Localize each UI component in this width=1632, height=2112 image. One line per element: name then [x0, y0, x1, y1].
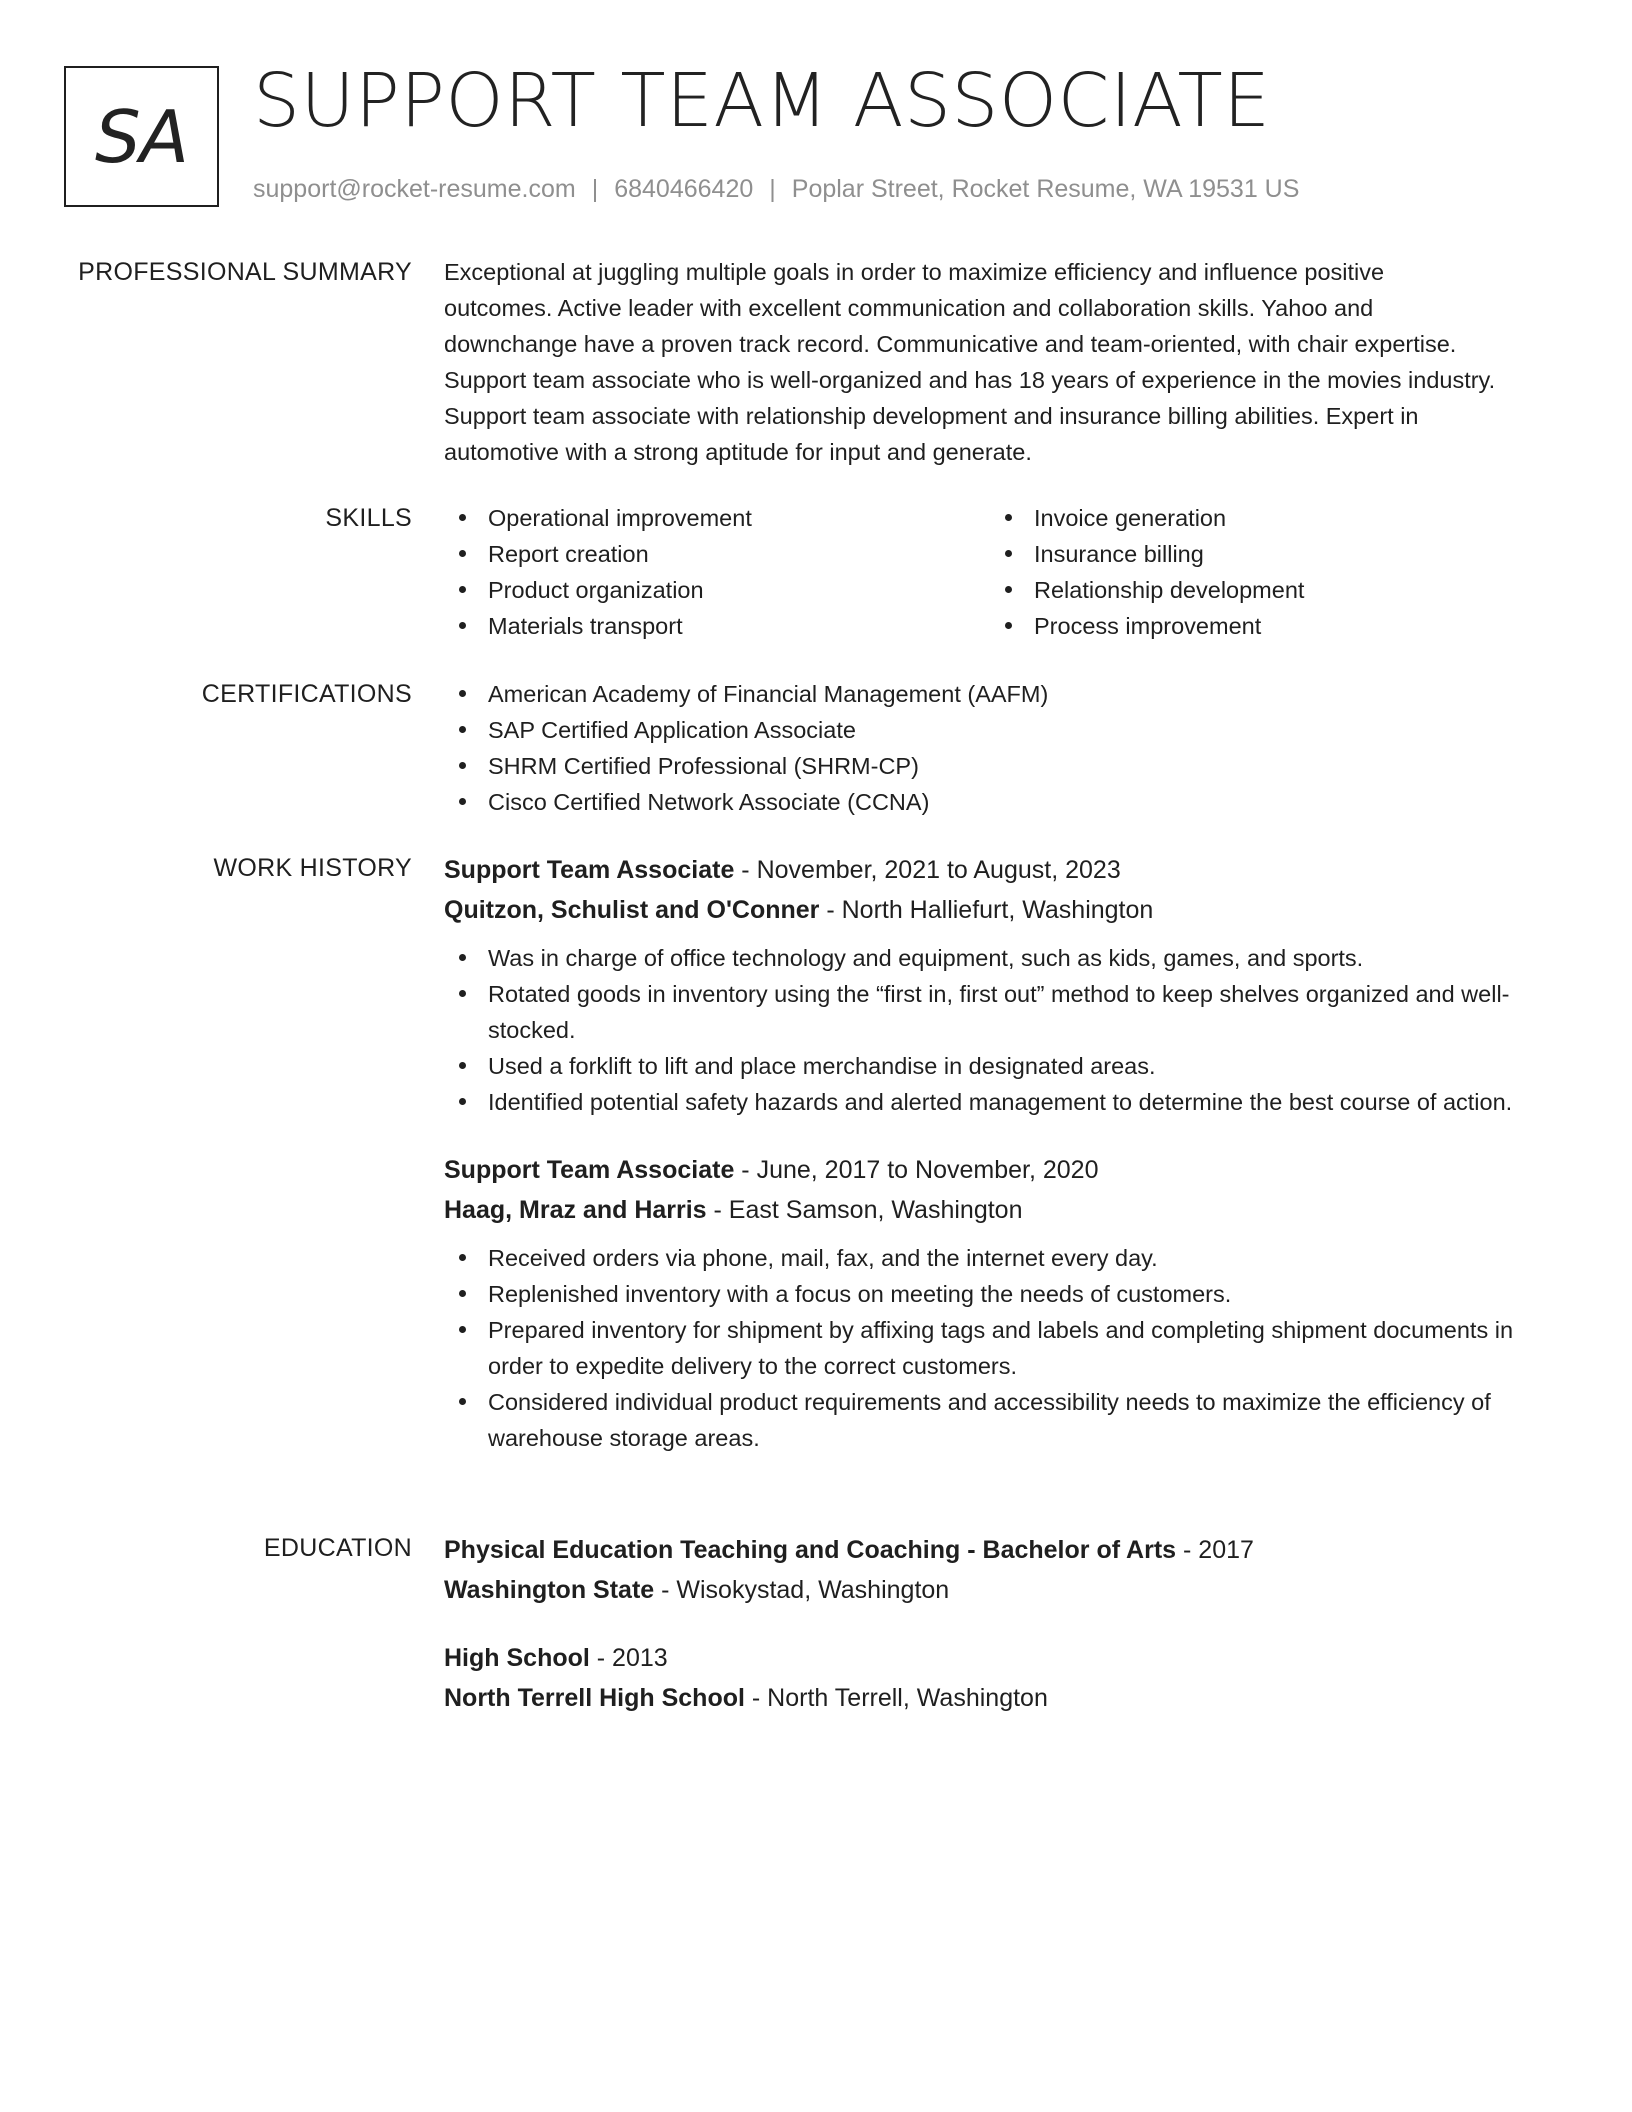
job-company-line — [444, 890, 1554, 930]
summary-line: Support team associate who is well-organized and has 18 years of experience in the movies industry. — [444, 367, 1496, 393]
skills-column-right — [990, 500, 1536, 644]
job-bullets — [444, 1240, 1554, 1456]
skills-column-left — [444, 500, 990, 644]
skill-item: Relationship development — [990, 572, 1536, 608]
contact-phone: 6840466420 — [614, 175, 754, 203]
education-degree-line — [444, 1530, 1554, 1570]
education-school-line — [444, 1570, 1554, 1610]
summary-line: Support team associate with relationship development and insurance billing abilities. Expert in — [444, 403, 1419, 429]
job-title: Support Team Associate — [444, 856, 735, 884]
job-entry — [444, 850, 1554, 1120]
job-bullet: Rotated goods in inventory using the “first in, first out” method to keep shelves organized and well-stocked. — [444, 976, 1554, 1048]
certification-item: American Academy of Financial Management (AAFM) — [444, 676, 1554, 712]
job-company: Haag, Mraz and Harris — [444, 1196, 707, 1224]
skill-item: Report creation — [444, 536, 990, 572]
page-title: SUPPORT TEAM ASSOCIATE — [253, 58, 1271, 144]
job-company: Quitzon, Schulist and O'Conner — [444, 896, 820, 924]
education-location: - North Terrell, Washington — [744, 1684, 1048, 1712]
job-dates: - June, 2017 to November, 2020 — [734, 1156, 1099, 1184]
education-degree: Physical Education Teaching and Coaching - Bachelor of Arts — [444, 1536, 1177, 1564]
job-bullet: Replenished inventory with a focus on meeting the needs of customers. — [444, 1276, 1554, 1312]
contact-email: support@rocket-resume.com — [253, 175, 576, 203]
education-entry — [444, 1530, 1554, 1610]
contact-separator: | — [769, 175, 776, 203]
education-year: - 2017 — [1176, 1536, 1254, 1564]
skills-list — [444, 500, 1554, 644]
education-degree-line — [444, 1638, 1554, 1678]
certification-item: SAP Certified Application Associate — [444, 712, 1554, 748]
education-body — [444, 1530, 1554, 1718]
job-title: Support Team Associate — [444, 1156, 735, 1184]
certification-item: SHRM Certified Professional (SHRM-CP) — [444, 748, 1554, 784]
certification-item: Cisco Certified Network Associate (CCNA) — [444, 784, 1554, 820]
summary-text — [444, 254, 1554, 470]
summary-label: PROFESSIONAL SUMMARY — [78, 258, 412, 286]
contact-address: Poplar Street, Rocket Resume, WA 19531 US — [791, 175, 1300, 203]
job-dates: - November, 2021 to August, 2023 — [734, 856, 1121, 884]
education-school: North Terrell High School — [444, 1684, 745, 1712]
summary-line: downchange have a proven track record. Communicative and team-oriented, with chair expertise. — [444, 331, 1457, 357]
skills-label: SKILLS — [325, 504, 412, 532]
education-entry — [444, 1638, 1554, 1718]
education-location: - Wisokystad, Washington — [654, 1576, 950, 1604]
certifications-list — [444, 676, 1554, 820]
contact-separator: | — [591, 175, 599, 203]
summary-line: Exceptional at juggling multiple goals in order to maximize efficiency and influence positive — [444, 259, 1385, 285]
education-school: Washington State — [444, 1576, 655, 1604]
certifications-label: CERTIFICATIONS — [201, 680, 412, 708]
job-bullets — [444, 940, 1554, 1120]
work-history-body — [444, 850, 1554, 1456]
job-location: - North Halliefurt, Washington — [819, 896, 1154, 924]
work-history-label: WORK HISTORY — [213, 854, 412, 882]
job-bullet: Used a forklift to lift and place merchandise in designated areas. — [444, 1048, 1554, 1084]
skill-item: Insurance billing — [990, 536, 1536, 572]
education-year: - 2013 — [589, 1644, 668, 1672]
education-school-line — [444, 1678, 1554, 1718]
skill-item: Operational improvement — [444, 500, 990, 536]
job-title-line — [444, 1150, 1554, 1190]
skill-item: Invoice generation — [990, 500, 1536, 536]
job-bullet: Identified potential safety hazards and alerted management to determine the best course of action. — [444, 1084, 1554, 1120]
education-degree: High School — [444, 1644, 590, 1672]
skill-item: Product organization — [444, 572, 990, 608]
education-label: EDUCATION — [263, 1534, 412, 1562]
monogram-box — [64, 66, 219, 207]
summary-line: automotive with a strong aptitude for input and generate. — [444, 439, 1032, 465]
contact-line — [253, 172, 1299, 206]
job-bullet: Was in charge of office technology and equipment, such as kids, games, and sports. — [444, 940, 1554, 976]
job-bullet: Prepared inventory for shipment by affixing tags and labels and completing shipment documents in order to expedite delivery to the correct customers. — [444, 1312, 1554, 1384]
job-entry — [444, 1150, 1554, 1456]
job-title-line — [444, 850, 1554, 890]
skill-item: Process improvement — [990, 608, 1536, 644]
job-location: - East Samson, Washington — [706, 1196, 1023, 1224]
skill-item: Materials transport — [444, 608, 990, 644]
job-company-line — [444, 1190, 1554, 1230]
job-bullet: Received orders via phone, mail, fax, and the internet every day. — [444, 1240, 1554, 1276]
job-bullet: Considered individual product requirements and accessibility needs to maximize the efficiency of warehouse storage areas. — [444, 1384, 1554, 1456]
summary-line: outcomes. Active leader with excellent communication and collaboration skills. Yahoo and — [444, 295, 1374, 321]
monogram-initials: SA — [95, 94, 188, 179]
